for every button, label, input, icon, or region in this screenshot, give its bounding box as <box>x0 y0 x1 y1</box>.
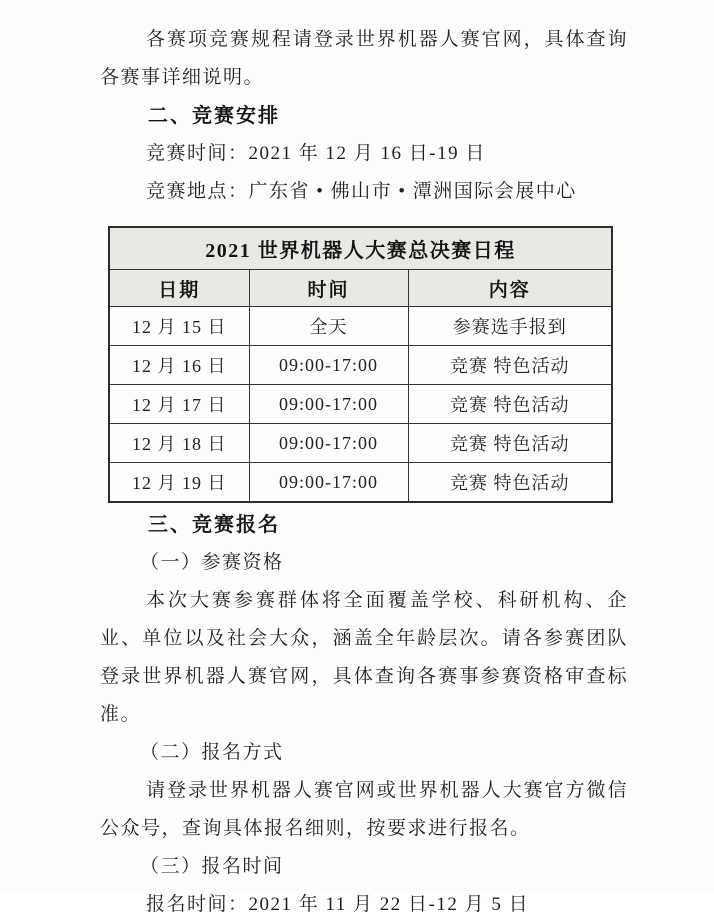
section-2-heading: 二、竞赛安排 <box>148 105 280 127</box>
registration-method-paragraph: 请登录世界机器人赛官网或世界机器人大赛官方微信公众号，查询具体报名细则，按要求进行报名。 <box>100 780 628 839</box>
intro-paragraph: 各赛项竞赛规程请登录世界机器人赛官网，具体查询各赛事详细说明。 <box>100 29 628 88</box>
cell-time: 09:00-17:00 <box>249 346 408 385</box>
cell-content: 竞赛 特色活动 <box>408 463 612 503</box>
cell-date: 12 月 16 日 <box>109 346 249 385</box>
cell-content: 竞赛 特色活动 <box>408 346 612 385</box>
subsection-2-heading: （二）报名方式 <box>140 742 284 763</box>
column-header-date: 日期 <box>109 270 249 307</box>
schedule-table-title-row <box>109 227 612 270</box>
table-row <box>109 346 612 385</box>
subsection-1-heading: （一）参赛资格 <box>140 552 284 573</box>
subsection-3-heading: （三）报名时间 <box>140 856 284 877</box>
cell-content: 竞赛 特色活动 <box>408 424 612 463</box>
table-row <box>109 385 612 424</box>
cell-time: 09:00-17:00 <box>249 385 408 424</box>
cell-content: 参赛选手报到 <box>408 307 612 346</box>
cell-time: 09:00-17:00 <box>249 463 408 503</box>
schedule-table <box>108 226 613 503</box>
column-header-time: 时间 <box>249 270 408 307</box>
cell-content: 竞赛 特色活动 <box>408 385 612 424</box>
schedule-table-header-row <box>109 270 612 307</box>
competition-venue-line: 竞赛地点：广东省 • 佛山市 • 潭洲国际会展中心 <box>146 181 577 202</box>
cell-time: 09:00-17:00 <box>249 424 408 463</box>
cell-date: 12 月 19 日 <box>109 463 249 503</box>
cell-date: 12 月 17 日 <box>109 385 249 424</box>
competition-time-line: 竞赛时间：2021 年 12 月 16 日-19 日 <box>146 143 486 164</box>
table-row <box>109 424 612 463</box>
schedule-table-title: 2021 世界机器人大赛总决赛日程 <box>109 227 612 270</box>
cell-time: 全天 <box>249 307 408 346</box>
cell-date: 12 月 15 日 <box>109 307 249 346</box>
registration-time-line: 报名时间：2021 年 11 月 22 日-12 月 5 日 <box>146 894 530 915</box>
section-3-heading: 三、竞赛报名 <box>148 514 280 536</box>
cell-date: 12 月 18 日 <box>109 424 249 463</box>
table-row <box>109 463 612 503</box>
eligibility-paragraph: 本次大赛参赛群体将全面覆盖学校、科研机构、企业、单位以及社会大众，涵盖全年龄层次。请各参赛团队登录世界机器人赛官网，具体查询各赛事参赛资格审查标准。 <box>100 590 628 725</box>
table-row <box>109 307 612 346</box>
column-header-content: 内容 <box>408 270 612 307</box>
